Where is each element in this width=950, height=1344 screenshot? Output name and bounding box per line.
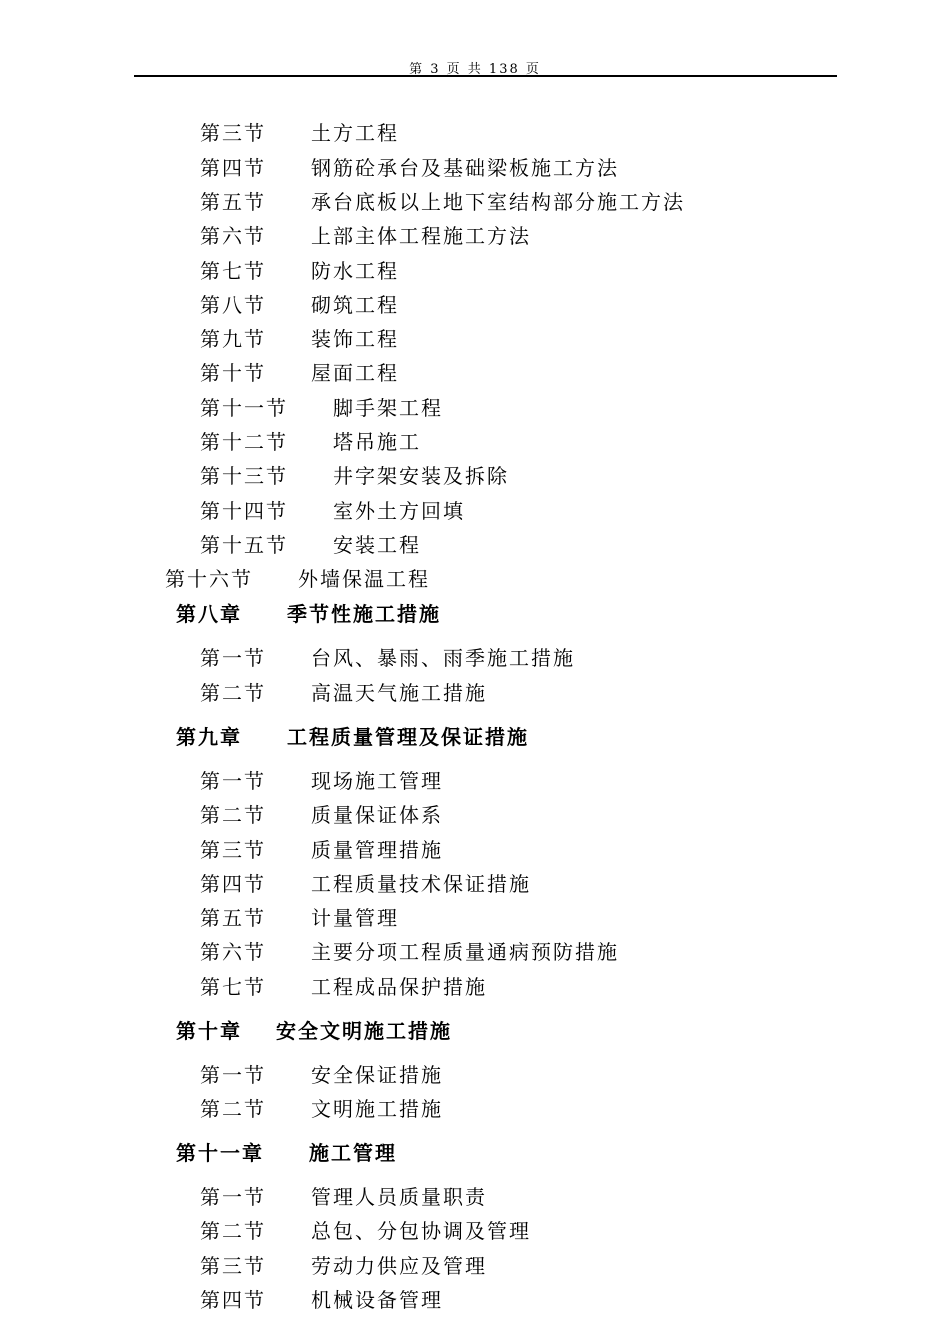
section-number: 第十五节 <box>200 533 288 557</box>
chapter-title: 安全文明施工措施 <box>276 1019 452 1043</box>
chapter-title: 工程质量管理及保证措施 <box>287 725 529 749</box>
section-title: 室外土方回填 <box>333 499 465 523</box>
page-header: 第 3 页 共 138 页 <box>409 62 541 77</box>
section-title: 总包、分包协调及管理 <box>311 1219 531 1243</box>
section-title: 工程成品保护措施 <box>311 975 487 999</box>
section-title: 安装工程 <box>333 533 421 557</box>
section-number: 第三节 <box>200 121 266 145</box>
section-title: 安全保证措施 <box>311 1063 443 1087</box>
section-title: 台风、暴雨、雨季施工措施 <box>311 646 575 670</box>
section-number: 第二节 <box>200 681 266 705</box>
section-title: 工程质量技术保证措施 <box>311 872 531 896</box>
section-title: 装饰工程 <box>311 327 399 351</box>
section-number: 第八节 <box>200 293 266 317</box>
section-title: 管理人员质量职责 <box>311 1185 487 1209</box>
section-number: 第一节 <box>200 1063 266 1087</box>
section-number: 第十节 <box>200 361 266 385</box>
section-title: 计量管理 <box>311 906 399 930</box>
section-number: 第十二节 <box>200 430 288 454</box>
section-number: 第一节 <box>200 1185 266 1209</box>
section-title: 井字架安装及拆除 <box>333 464 509 488</box>
section-number: 第三节 <box>200 838 266 862</box>
section-title: 质量保证体系 <box>311 803 443 827</box>
section-title: 砌筑工程 <box>311 293 399 317</box>
section-title: 高温天气施工措施 <box>311 681 487 705</box>
section-number: 第二节 <box>200 803 266 827</box>
section-number: 第五节 <box>200 190 266 214</box>
section-title: 塔吊施工 <box>333 430 421 454</box>
section-title: 上部主体工程施工方法 <box>311 224 531 248</box>
section-number: 第一节 <box>200 769 266 793</box>
section-title: 质量管理措施 <box>311 838 443 862</box>
header-rule <box>134 75 837 77</box>
section-number: 第六节 <box>200 224 266 248</box>
chapter-title: 季节性施工措施 <box>287 602 441 626</box>
chapter-number: 第八章 <box>176 602 242 626</box>
section-number: 第七节 <box>200 975 266 999</box>
section-title: 主要分项工程质量通病预防措施 <box>311 940 619 964</box>
section-title: 外墙保温工程 <box>298 567 430 591</box>
section-title: 土方工程 <box>311 121 399 145</box>
section-title: 文明施工措施 <box>311 1097 443 1121</box>
section-number: 第一节 <box>200 646 266 670</box>
chapter-number: 第九章 <box>176 725 242 749</box>
section-title: 钢筋砼承台及基础梁板施工方法 <box>311 156 619 180</box>
section-number: 第九节 <box>200 327 266 351</box>
section-number: 第十六节 <box>165 567 253 591</box>
chapter-number: 第十一章 <box>176 1141 264 1165</box>
section-number: 第四节 <box>200 872 266 896</box>
section-title: 劳动力供应及管理 <box>311 1254 487 1278</box>
section-number: 第四节 <box>200 1288 266 1312</box>
section-title: 脚手架工程 <box>333 396 443 420</box>
section-number: 第七节 <box>200 259 266 283</box>
chapter-number: 第十章 <box>176 1019 242 1043</box>
section-number: 第六节 <box>200 940 266 964</box>
section-title: 承台底板以上地下室结构部分施工方法 <box>311 190 685 214</box>
section-number: 第四节 <box>200 156 266 180</box>
section-number: 第十一节 <box>200 396 288 420</box>
chapter-title: 施工管理 <box>309 1141 397 1165</box>
section-number: 第五节 <box>200 906 266 930</box>
section-number: 第二节 <box>200 1219 266 1243</box>
section-title: 屋面工程 <box>311 361 399 385</box>
section-number: 第三节 <box>200 1254 266 1278</box>
section-number: 第十三节 <box>200 464 288 488</box>
section-number: 第十四节 <box>200 499 288 523</box>
section-number: 第二节 <box>200 1097 266 1121</box>
section-title: 机械设备管理 <box>311 1288 443 1312</box>
section-title: 防水工程 <box>311 259 399 283</box>
section-title: 现场施工管理 <box>311 769 443 793</box>
